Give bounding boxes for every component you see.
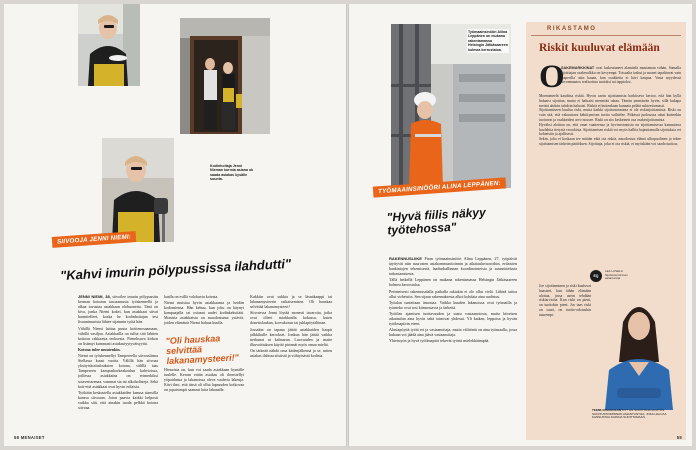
- lead-text: RAKENNUSLIIKE: [389, 256, 422, 261]
- paragraph: Firan työmaainsinööri Alina Leppänen, 27, työpäivät täyttyvät niin suurosten asiakommunitoinnin ja aikatauluvuoroihin, erilaisten hankintojen tekemisestä, laadunhallinnan koordinointeista ja suunnittelusta tarkastamisesta.: [389, 256, 517, 277]
- paragraph: Niemi on työskennellyt Tampereella siivouslirma Stellassa kuusi vuotta. Välillä hän siivoaa yksityiskotitalouksien kotona, välillä taas Tampereen kampuskorkeakoulun kahvioissa, joillessa asiakkaina on erimerkiksi sotavertarenaa, vammat sia tai alkoholisteja. Sekä koti-että asiakkaat ovat hyvin erilaisia.: [78, 353, 158, 389]
- paragraph: Kotona tulee muutenkin.: [78, 346, 121, 352]
- sidebar-title: Riskit kuuluvat elämään: [539, 42, 660, 54]
- paragraph: Työtilan ajamisen tuottavuuden ja saatu vastaanotosta, mutta kiireisen aikataulun aina hyvin sekä toimivat yhdessä. Yli kaiken, leppoisa ja hyvän työilmapiirin eteen.: [389, 310, 517, 327]
- caption-middle: Kodinhoitaja Jenni Nieman kurmia asiana ok saada asiakas kysälle suunta.: [210, 164, 254, 182]
- headline-right: "Hyvä fiilis näkyy työtehossa": [386, 205, 487, 238]
- caption-engineer: Työmaainsinööri Aliina Leppänen on mukana rakentamassa Helsingin Jätkäsaareen kolmea kerrostaloa.: [468, 30, 508, 52]
- columnist-logo-label: LEA LUSELA Sijoitustoiminnan asiantuntija: [605, 269, 628, 281]
- bio-name: TEEMU RALIGULAN: [592, 408, 621, 412]
- paragraph: Työalan tunteitaan innostaa. Vaikka kuuden lakanoissa ovat työmailla ja työnteko ovat tosi kiinnostavia ja tärkeitä.: [389, 299, 517, 310]
- paragraph: kaalla on esillä valokuvia kotosta.: [164, 294, 219, 299]
- folio-left: 58 MENAISET: [14, 435, 45, 440]
- right-page: [349, 4, 692, 446]
- headline-left: "Kahvi imurin pölypussissa ilahdutti": [59, 255, 292, 284]
- folio-right: 59: [676, 435, 682, 440]
- paragraph: Kukkiin ovat sukkia ja se läsnäkaappi tai lakanamysteerin ratkaisemisen. Oli hauskaa selvittää lakanamysteeri!: [250, 294, 332, 310]
- sidebar-text-lower: [539, 284, 591, 406]
- paragraph: Työkään keskustella asiakkaiden kanssa siansilla kanssa siivoaan. Joton paavia kaikki helposti vaikka sitä, että ainakin tuoda pelkkä kotona siivoaa.: [78, 389, 158, 410]
- paragraph: Mormimeelä kauditsa riskiä. Hyvin usein sijoittamista harkitseva kertoo, että hän kyllä haluaisi sijoittaa, mutta ei haluaisi menettää rahaa. Tämän ymmärrän hyvin, sillä kukapa meistä ahdoin tahdoin haluaisi. Riskiä ei kuitenkaan kannata pelätä suhteettomasti.: [539, 94, 681, 108]
- paragraph: Tällä hetkellä Leppänen on mukana rakentamassa Helsingin Jätkäsaareen kolmea kerrostaloa.: [389, 277, 517, 288]
- bio-text: FIT? ON SIJOITTAJA JA MYÖS SIJOITUSTOIMINNAN ASIANTUNTIJA, JOKA HALUAA KANNUSTAA KAIKKIA SIJOITTAMAAN.: [592, 408, 667, 420]
- paragraph: siivoilee imurin pölypussiin kerman kotoaan tasoaamusta työskennellä ja alkaa tuvustaa asiakkaan olohuonetta. Tänä on kiva, jonka Niemi kokei, kun asiakkaat siivat harmitelleet, koska he kodinhoitajan tesi lisuunimurista lähtee sijainnin työtä hän.: [78, 294, 158, 325]
- photo-siivooja-doorway: [180, 18, 270, 134]
- sidebar-text-main: [539, 94, 681, 266]
- body-column-3: [250, 294, 332, 429]
- paragraph: Hienoista on, kun voi saada asiakkaan hymälle tuulelle. Kerran erään asiakas oli ilmestellyt yöpaidansa ja lakanoissa oleva vaaleria lakeuja. Kävi ilmi, että tässä oli ollut lapsuuden kotkovaa on jopaisimpii saanaut luita lakanalle.: [164, 366, 244, 392]
- lead-text: JENNI NIEMI, 38,: [78, 294, 111, 299]
- columnist-logo: EQ: [590, 270, 602, 282]
- paragraph: Niemi muistaa hyvin asiakkaansa ja heidän kodomiensa. Hän kehuu, kun joku on käynyt kampaajalla tai ostanut uudet kodinkeksitäät. Monista asiakkaista on muodostunut ystäviä, joiden elämästä Niemi haluaa kuulla.: [164, 300, 244, 326]
- paragraph: Vähillä Niemi laittaa puuta kotitenosaamaan, vähillä vasiljaa. Asiakkailla on tullut sitä lähtien koitoon rakkaasta teoksesta. Pienehsuva kirkon on lisämyt kummasti asiakastyytyväisyyttä.: [78, 325, 158, 346]
- paragraph: On tärkeää nähdä oma kädenjälkensä ja se, miten asiakas ilahtuu siististä ja viihtyisästä kodista.: [250, 347, 332, 359]
- sidebar-kicker: RIKASTAMO: [547, 26, 597, 32]
- sidebar-divider: [531, 35, 681, 36]
- left-page: [4, 4, 347, 446]
- paragraph: Jossakin on tapana jättää asiakkaiden kaapit jalkkikulle kerrokset. Jonkun hän jättää vaikka nerkunat ni kalmaran. Luovuuden ja matte ilkuvoittuksen käyttö pirinnät myös omaa mieltä.: [250, 326, 332, 347]
- photo-columnist: [593, 292, 685, 410]
- paragraph: Joe sijoittaminen ja riski kuuluvat haasteet, kun tähän elämään ulottaa, jossa usein tehdään riskiarvioita. Kun riski on pieni, on tuottokin pieni. Jos taas riski on suuri, on tuotto-odotuskin suurempi.: [539, 284, 591, 317]
- paragraph: ovat laskeutuneet alamäelä muutaman vähän. Samalla sijoittajan osakesalkku on kevyempi. Toisaalta taskut ja monet tapahtuvat vain 'paperilla' niin kauan, kun osakkeita ei kävi kaupaa. Vasta myydessä arvonmuutos realisoituu tuotoksi tai tappioksi.: [561, 66, 681, 85]
- body-column-right: [389, 256, 517, 434]
- paragraph: Yhteistyön ja hyvä työilmapiiri tekevät työstä mielekkäämpää.: [389, 338, 490, 344]
- banner-engineer: TYÖMAAINSINÖÖRI ALINA LEPPÄNEN:: [373, 177, 506, 197]
- paragraph: Sijoittamiseen kuuluu riski, mutta kaikki sijoitustoiminta ei ole riskisijoittamista. Riski on vain sitä, että vakuuttava kehittymisen tuotto vaihtelee. Pitkässä juoksussa rahat kuitenkin tuottavat ja osakkeiden arvo nousee. Riski on siis keskeinen osa osakesijoittamista.: [539, 108, 681, 122]
- photo-siivooja-vacuum: [102, 138, 174, 242]
- photo-siivooja-top: [78, 4, 140, 86]
- paragraph: Alustapöytiä työtä eri ja vastaanottaja, mutta välitöntä on aina työmaalla, jossa kukaan voi jäädä aina jäävä vastaanottaja.: [389, 327, 517, 338]
- sidebar-text-top: [561, 66, 681, 92]
- paragraph: Siivotessa Jenni löytää monesti tavaroita, jotka ovat olleet asiakkaalla kokassa, kuten donetiolaukan, korvakorun tai juhlapöytäliinan.: [250, 310, 332, 326]
- paragraph: Perinteisesti rakennusalalla paikalla rakiakin ei ole ollut vielä. Lähteä taitoa ollut virheisiin. Sen sijaan rakennuksesta alkoi kohdata aina uudistus.: [389, 288, 517, 299]
- columnist-bio: [592, 409, 682, 420]
- pull-quote: "Oli hauskaa selvittää lakanamysteeri!": [165, 333, 240, 367]
- body-column-1: [78, 294, 158, 429]
- lead-text: SAKEMARKKINAT: [561, 66, 595, 70]
- banner-siivooja: SIIVOOJA JENNI NIEMI:: [52, 231, 137, 248]
- paragraph: Hyväksi aloittaa on, että omat vaatteensa ja hyvinvoinnista on sijoittamisessa kannattava huolehtia tietystä verrokista. Sijoittamisen riskiä voi myös hallita hajauttamalla sijoituksia eri kohteisiin ja ajallisesti.: [539, 122, 681, 137]
- drop-cap: O: [539, 59, 565, 95]
- paragraph: Sekin, joka ei koskaan tee mitään eikä ota riskiä, muodostuu elämä ulkopuolinen ja tekee sijoittamisen tärkeän päätöksen. Sijoittaja, joka ei ota riskiä, ei myöskään voi saada tuottoa.: [539, 137, 681, 146]
